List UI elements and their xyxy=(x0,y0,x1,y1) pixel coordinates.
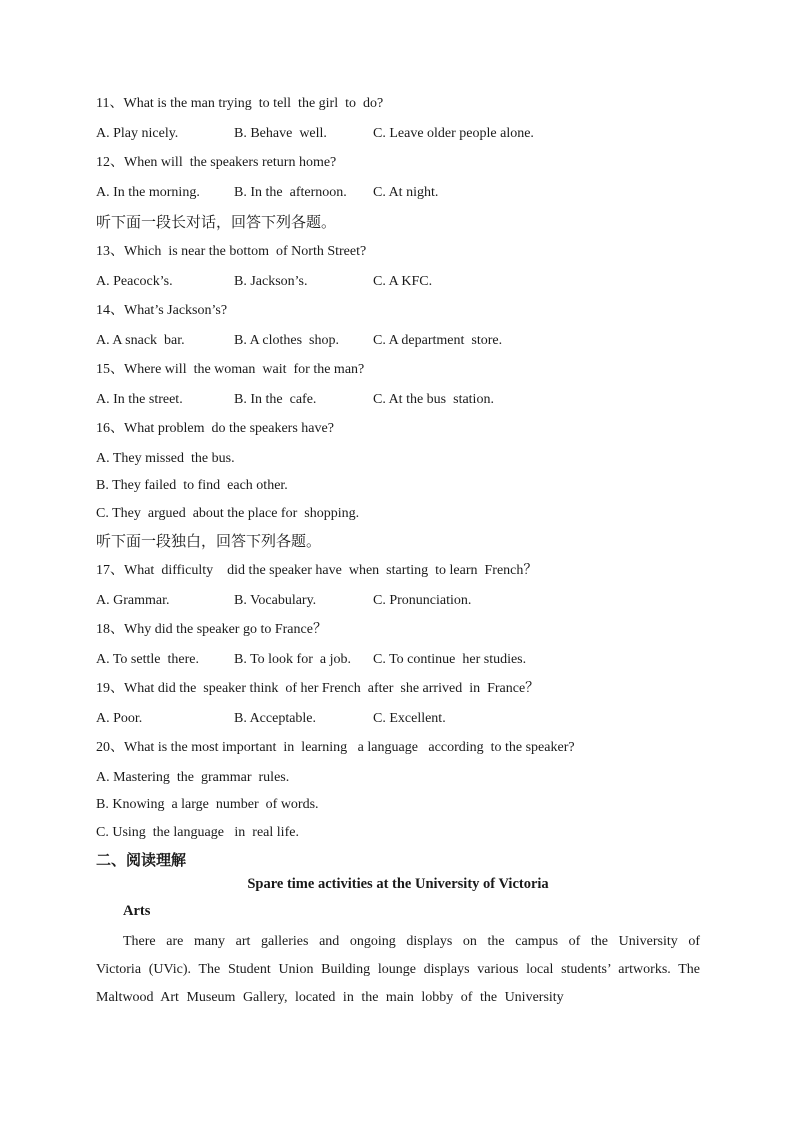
question-14: 14、What’s Jackson’s? xyxy=(96,303,228,318)
option-16-c: C. They argued about the place for shopping. xyxy=(96,505,360,521)
option-c: C. At the bus station. xyxy=(373,391,494,407)
option-20-b: B. Knowing a large number of words. xyxy=(96,797,319,812)
passage-subheading: Arts xyxy=(123,903,151,919)
option-a: A. Grammar. xyxy=(96,592,170,608)
option-c: C. To continue her studies. xyxy=(373,651,527,667)
question-18: 18、Why did the speaker go to France？ xyxy=(96,622,327,637)
option-c: C. Pronunciation. xyxy=(373,592,472,608)
option-a: A. In the street. xyxy=(96,391,183,407)
option-b: B. Acceptable. xyxy=(234,710,317,726)
section-heading-reading: 二、阅读理解 xyxy=(96,851,187,869)
options-15 xyxy=(96,390,700,420)
question-11: 11、What is the man trying to tell the girl to do? xyxy=(96,96,384,111)
option-20-a: A. Mastering the grammar rules. xyxy=(96,769,290,785)
option-20-c: C. Using the language in real life. xyxy=(96,824,299,840)
question-19: 19、What did the speaker think of her French after she arrived in France？ xyxy=(96,681,540,696)
option-b: B. A clothes shop. xyxy=(234,332,340,348)
option-b: B. In the afternoon. xyxy=(234,184,347,200)
option-a: A. Peacock’s. xyxy=(96,273,173,289)
passage-title: Spare time activities at the University of Victoria xyxy=(247,876,549,892)
option-b: B. Vocabulary. xyxy=(234,592,317,608)
option-c: C. Excellent. xyxy=(373,710,446,726)
option-16-b: B. They failed to find each other. xyxy=(96,478,288,493)
option-a: A. To settle there. xyxy=(96,651,199,667)
option-b: B. In the cafe. xyxy=(234,391,317,407)
option-c: C. A department store. xyxy=(373,332,503,348)
options-19 xyxy=(96,709,700,739)
option-a: A. A snack bar. xyxy=(96,332,185,348)
question-16: 16、What problem do the speakers have? xyxy=(96,421,334,436)
passage-paragraph: There are many art galleries and ongoing displays on the campus of the University of Victoria (UVic). The Student Union Building lounge displays various local students’ artworks. The Maltwood Art Museum Gallery, located in the main lobby of the University xyxy=(96,934,700,1005)
options-18 xyxy=(96,650,700,680)
question-13: 13、Which is near the bottom of North Street? xyxy=(96,244,367,259)
option-16-a: A. They missed the bus. xyxy=(96,450,235,466)
option-a: A. Play nicely. xyxy=(96,125,179,141)
question-17: 17、What difficulty did the speaker have when starting to learn French？ xyxy=(96,563,538,578)
option-b: B. Behave well. xyxy=(234,125,327,141)
options-17 xyxy=(96,591,700,621)
option-c: C. Leave older people alone. xyxy=(373,125,534,141)
section-instruction-monologue: 听下面一段独白，回答下列各题。 xyxy=(96,532,322,550)
section-instruction-long-dialogue: 听下面一段长对话，回答下列各题。 xyxy=(96,213,337,231)
option-a: A. Poor. xyxy=(96,710,143,726)
exam-page xyxy=(96,94,700,1012)
question-12: 12、When will the speakers return home? xyxy=(96,155,337,170)
option-a: A. In the morning. xyxy=(96,184,200,200)
option-b: B. Jackson’s. xyxy=(234,273,308,289)
option-b: B. To look for a job. xyxy=(234,651,351,667)
options-14 xyxy=(96,331,700,361)
options-13 xyxy=(96,272,700,302)
question-15: 15、Where will the woman wait for the man? xyxy=(96,362,365,377)
option-c: C. A KFC. xyxy=(373,273,433,289)
options-11 xyxy=(96,124,700,154)
question-20: 20、What is the most important in learning a language according to the speaker? xyxy=(96,740,575,755)
option-c: C. At night. xyxy=(373,184,439,200)
options-12 xyxy=(96,183,700,213)
